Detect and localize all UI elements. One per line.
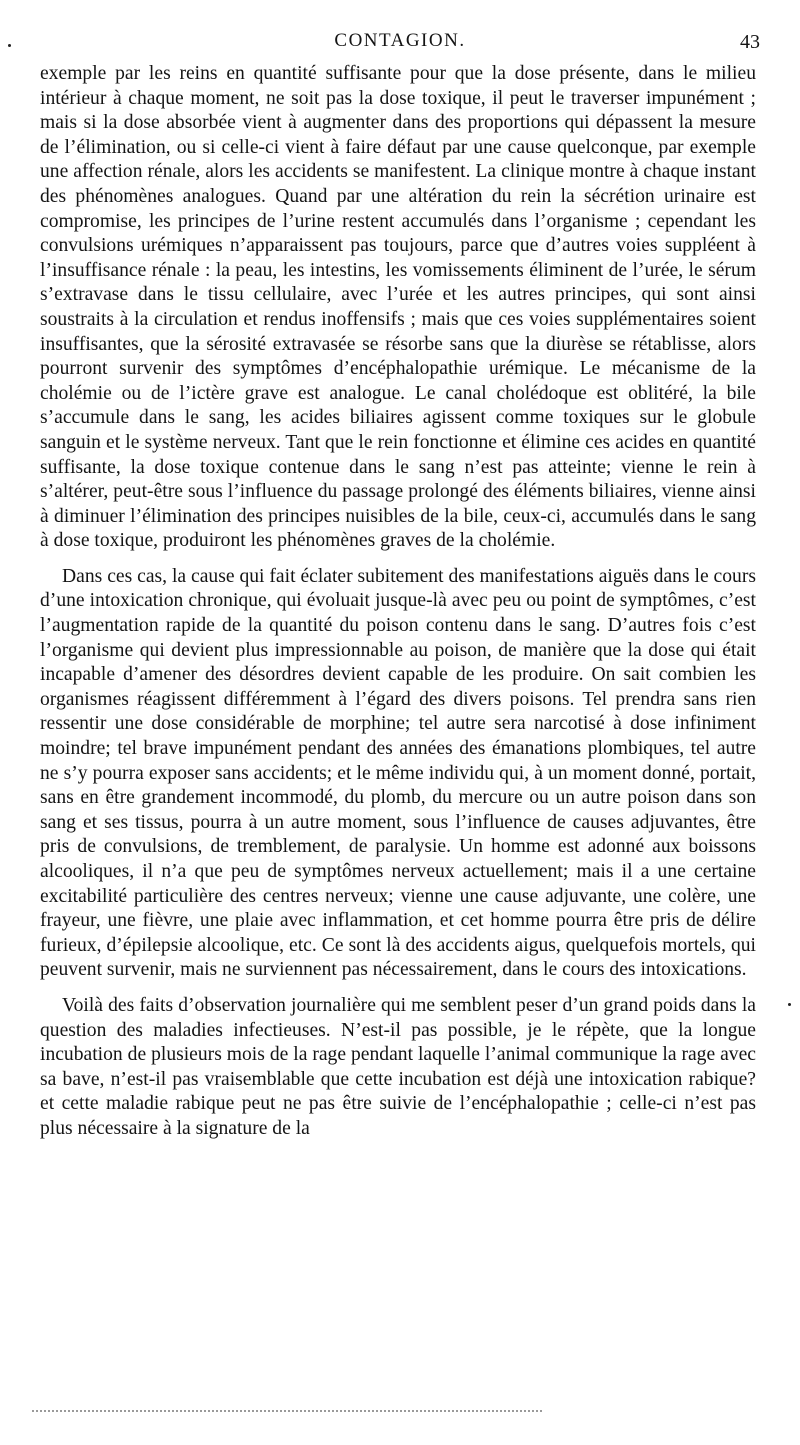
paragraph-acute-manifestations: Dans ces cas, la cause qui fait éclater subitement des manifestations aiguës dans le cours d’une intoxication chronique, qui évoluait jusque-là avec peu ou point de symptômes, c’est l’augmentation rapide de la quantité du poison contenu dans le sang. D’autres fois c’est l’organisme qui devient plus impressionnable au poison, de manière que la dose qui était incapable d’amener des désordres devient capable de les produire. On sait combien les organismes réagissent différemment à l’égard des divers poisons. Tel prendra sans rien ressentir une dose considérable de morphine; tel autre sera narcotisé à dose infiniment moindre; tel brave impunément pendant des années des émanations plombiques, tel autre ne s’y pourra exposer sans accidents; et le même individu qui, à un moment donné, portait, sans en être grandement incommodé, du plomb, du mercure ou un autre poison dans son sang et ses tissus, pourra à un autre moment, sous l’influence de causes adjuvantes, être pris de convulsions, de tremblement, de paralysie. Un homme est adonné aux boissons alcooliques, il n’a que peu de symptômes nerveux actuellement; mais il a une certaine excitabilité particulière des centres nerveux; vienne une cause adjuvante, une colère, une frayeur, une fièvre, une plaie avec inflammation, et cet homme pourra être pris de délire furieux, d’épilepsie alcoolique, etc. Ce sont là des accidents aigus, quelquefois mortels, qui peuvent survenir, mais ne surviennent pas nécessairement, dans le cours des intoxications.	[40, 565, 756, 981]
body-text	[40, 62, 756, 1153]
margin-speck	[788, 1003, 791, 1006]
paragraph-infectious-diseases: Voilà des faits d’observation journalière qui me semblent peser d’un grand poids dans la question des maladies infectieuses. N’est-il pas possible, je le répète, que la longue incubation de plusieurs mois de la rage pendant laquelle l’animal communique la rage avec sa bave, n’est-il pas vraisemblable que cette incubation est déjà une intoxication rabique? et cette maladie rabique peut ne pas être suivie de l’encéphalopathie ; celle-ci n’est pas plus nécessaire à la signature de la	[40, 994, 756, 1139]
page-number: 43	[740, 31, 760, 53]
margin-speck	[8, 44, 11, 47]
paragraph-continuation: exemple par les reins en quantité suffisante pour que la dose présente, dans le milieu intérieur à chaque moment, ne soit pas la dose toxique, il peut le traverser impunément ; mais si la dose absorbée vient à augmenter dans des proportions qui dépassent la mesure de l’élimination, ou si celle-ci vient à faire défaut par une cause quelconque, par exemple une affection rénale, alors les accidents se manifestent. La clinique montre à chaque instant des phénomènes analogues. Quand par une altération du rein la sécrétion urinaire est compromise, les principes de l’urine restent accumulés dans l’organisme ; cependant les convulsions urémiques n’apparaissent pas toujours, parce que d’autres voies suppléent à l’insuffisance rénale : la peau, les intestins, les vomissements éliminent de l’urée, le sérum s’extravase dans le tissu cellulaire, avec l’urée et les autres principes, qui sont ainsi soustraits à la circulation et rendus inoffensifs ; mais que ces voies supplémentaires soient insuffisantes, que la sérosité extravasée se résorbe sans que la diurèse se rétablisse, alors pourront survenir des symptômes d’encéphalopathie urémique. Le mécanisme de la cholémie ou de l’ictère grave est analogue. Le canal cholédoque est oblitéré, la bile s’accumule dans le sang, les acides biliaires agissent comme toxiques sur le globule sanguin et le système nerveux. Tant que le rein fonctionne et élimine ces acides en quantité suffisante, la dose toxique contenue dans le sang n’est pas atteinte; vienne le rein à s’altérer, peut-être sous l’influence du passage prolongé des éléments biliaires, vienne ainsi à diminuer l’élimination des principes nuisibles de la bile, ceux-ci, accumulés dans le sang à dose toxique, produiront les phénomènes graves de la cholémie.	[40, 63, 756, 552]
running-header	[40, 30, 760, 58]
running-title: CONTAGION.	[334, 30, 466, 51]
footer-dotted-rule	[32, 1410, 542, 1412]
